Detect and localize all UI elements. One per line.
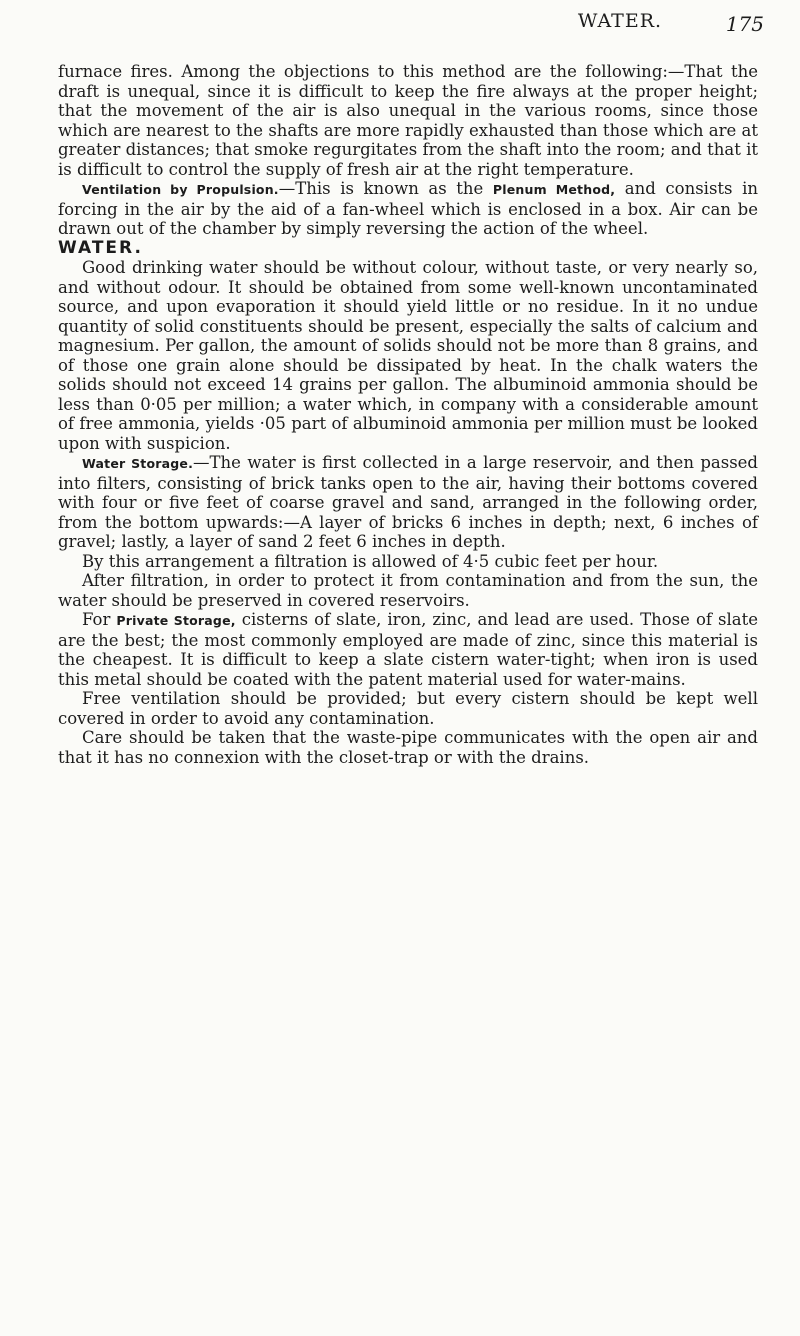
paragraph-water-storage	[58, 453, 758, 552]
paragraph-free-ventilation: Free ventilation should be provided; but every cistern should be kept well covered in order to avoid any contamination.	[58, 689, 758, 728]
paragraph-text: and consists in forcing in the air by the aid of a fan-wheel which is enclosed in a box. Air can be drawn out of the chamber by simply reversing the action of the wheel.	[58, 179, 758, 238]
paragraph-waste-pipe: Care should be taken that the waste-pipe communicates with the open air and that it has no connexion with the closet-trap or with the drains.	[58, 728, 758, 767]
body-text	[58, 62, 758, 767]
run-in-heading-ventilation: Ventilation by Propulsion.	[82, 182, 279, 197]
paragraph-text: —The water is first collected in a large reservoir, and then passed into filters, consisting of brick tanks open to the air, having their bottoms covered with four or five feet of coarse gravel and sand, arranged in the following order, from the bottom upwards:—A layer of bricks 6 inches in depth; next, 6 inches of gravel; lastly, a layer of sand 2 feet 6 inches in depth.	[58, 453, 758, 551]
paragraph-drinking-water: Good drinking water should be without colour, without taste, or very nearly so, and without odour. It should be obtained from some well-known uncontaminated source, and upon evaporation it should yield little or no residue. In it no undue quantity of solid constituents should be present, especially the salts of calcium and magnesium. Per gallon, the amount of solids should not be more than 8 grains, and of those one grain alone should be dissipated by heat. In the chalk waters the solids should not exceed 14 grains per gallon. The albuminoid ammonia should be less than 0·05 per million; a water which, in company with a considerable amount of free ammonia, yields ·05 part of albuminoid ammonia per million must be looked upon with suspicion.	[58, 258, 758, 453]
run-in-heading-water-storage: Water Storage.	[82, 456, 194, 471]
paragraph-text: For	[82, 610, 117, 629]
section-heading-water: WATER.	[58, 237, 143, 258]
paragraph-text: cisterns of slate, iron, zinc, and lead are used. Those of slate are the best; the most commonly employed are made of zinc, since this material is the cheapest. It is difficult to keep a slate cistern water-tight; when iron is used this metal should be coated with the patent material used for water-mains.	[58, 610, 758, 689]
run-in-heading-private-storage: Private Storage,	[116, 613, 236, 628]
paragraph-text: —This is known as the	[278, 179, 493, 198]
paragraph-filtration-rate: By this arrangement a filtration is allowed of 4·5 cubic feet per hour.	[82, 551, 659, 571]
running-head	[0, 10, 800, 50]
page-number: 175	[725, 12, 764, 36]
paragraph-after-filtration: After filtration, in order to protect it from contamination and from the sun, the water should be preserved in covered reservoirs.	[58, 571, 758, 610]
paragraph-furnace-objections: furnace fires. Among the objections to this method are the following:—That the draft is unequal, since it is difficult to keep the fire always at the proper height; that the movement of the air is also unequal in the various rooms, since those which are nearest to the shafts are more rapidly exhausted than those which are at greater distances; that smoke regurgitates from the shaft into the room; and that it is difficult to control the supply of fresh air at the right temperature.	[58, 62, 758, 179]
run-in-term-plenum: Plenum Method,	[492, 182, 616, 197]
running-title: WATER.	[577, 10, 663, 32]
paragraph-ventilation-propulsion	[58, 179, 758, 239]
paragraph-private-storage	[58, 610, 758, 689]
